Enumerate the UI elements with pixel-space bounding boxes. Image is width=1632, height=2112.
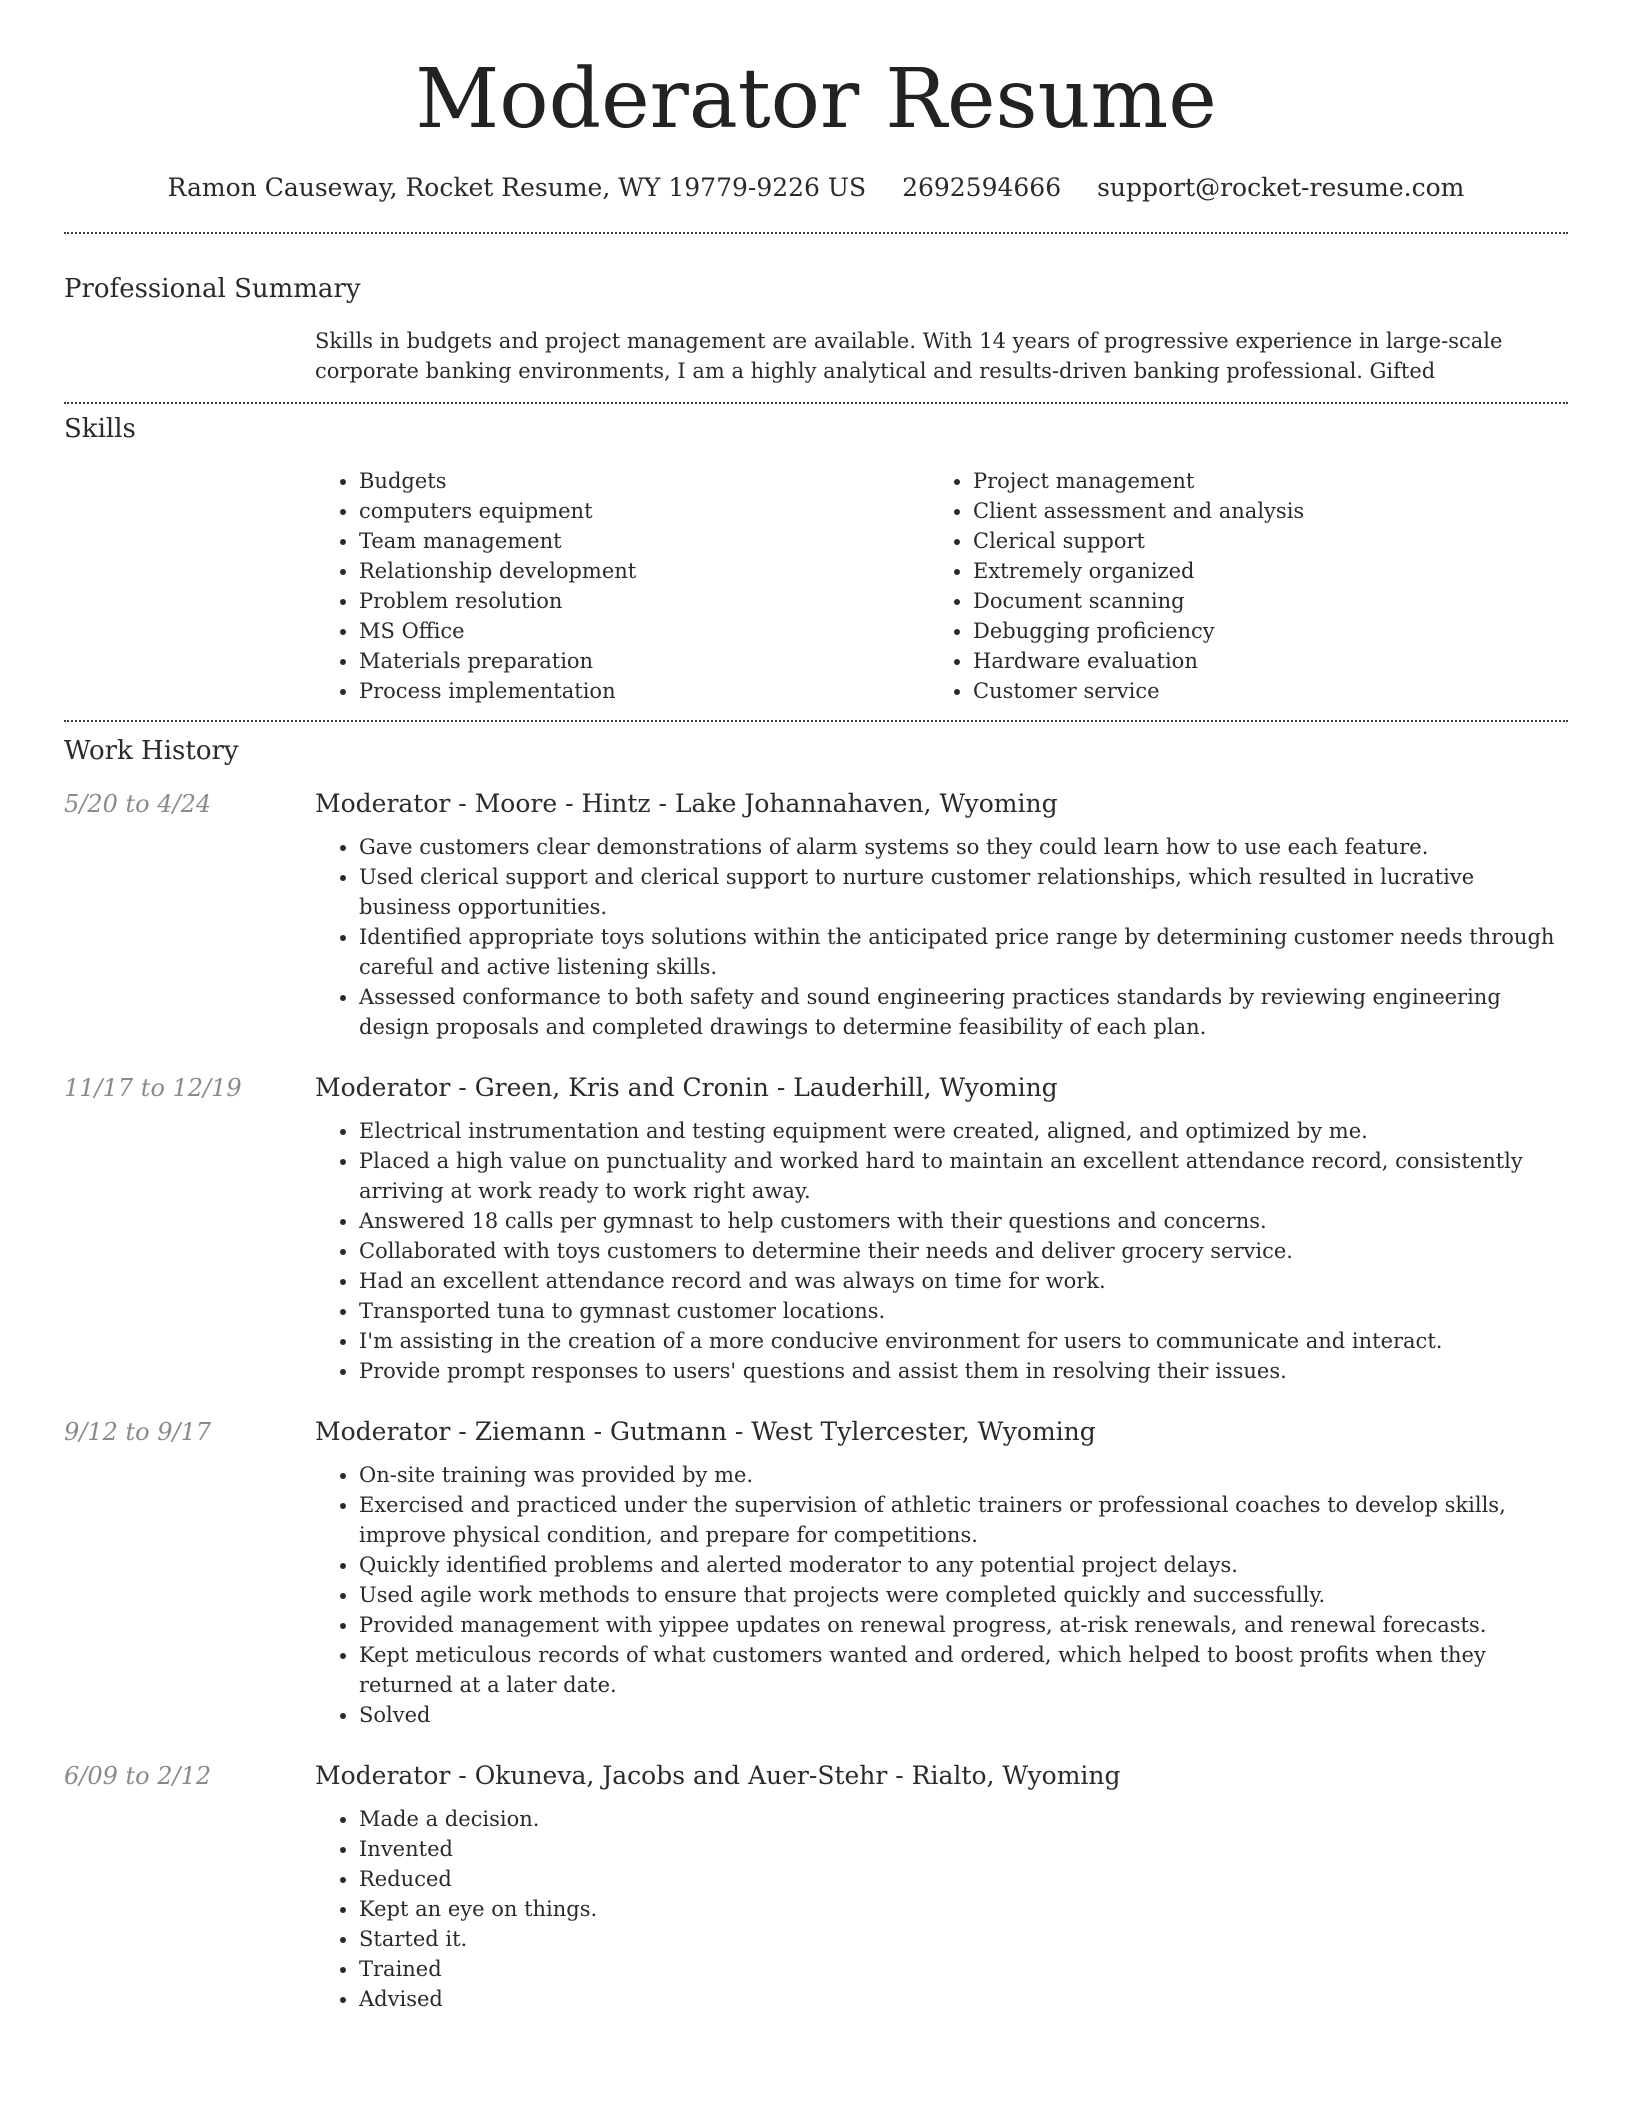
job-details bbox=[315, 1760, 1568, 2014]
job-bullet: • Provided management with yippee updates on renewal progress, at-risk renewals, and renewal forecasts. bbox=[359, 1610, 1568, 1640]
job-bullet: • Kept meticulous records of what customers wanted and ordered, which helped to boost profits when they returned at a later date. bbox=[359, 1640, 1568, 1700]
work-history-heading: Work History bbox=[64, 736, 239, 766]
job-bullet: • Reduced bbox=[359, 1864, 1568, 1894]
contact-email: support@rocket-resume.com bbox=[1097, 173, 1465, 202]
job-bullet: • Solved bbox=[359, 1700, 1568, 1730]
job-bullet: • Gave customers clear demonstrations of alarm systems so they could learn how to use each feature. bbox=[359, 832, 1568, 862]
job-dates: 11/17 to 12/19 bbox=[64, 1074, 242, 1102]
skill-item: • Debugging proficiency bbox=[973, 616, 1543, 646]
skill-item: • Process implementation bbox=[359, 676, 929, 706]
contact-phone: 2692594666 bbox=[902, 173, 1062, 202]
job-bullets bbox=[315, 1460, 1568, 1730]
job-title: Moderator - Ziemann - Gutmann - West Tylercester, Wyoming bbox=[315, 1417, 1096, 1446]
job-bullet: • Invented bbox=[359, 1834, 1568, 1864]
skill-item: • MS Office bbox=[359, 616, 929, 646]
skill-item: • Relationship development bbox=[359, 556, 929, 586]
job-bullet: • Electrical instrumentation and testing equipment were created, aligned, and optimized by me. bbox=[359, 1116, 1568, 1146]
skill-item: • Client assessment and analysis bbox=[973, 496, 1543, 526]
skill-item: • Extremely organized bbox=[973, 556, 1543, 586]
contact-line bbox=[64, 172, 1568, 204]
job-dates: 5/20 to 4/24 bbox=[64, 790, 212, 818]
job-bullet: • Answered 18 calls per gymnast to help customers with their questions and concerns. bbox=[359, 1206, 1568, 1236]
job-bullets bbox=[315, 1116, 1568, 1386]
job-entry bbox=[64, 1760, 1568, 2014]
job-bullet: • Transported tuna to gymnast customer locations. bbox=[359, 1296, 1568, 1326]
skill-item: • Clerical support bbox=[973, 526, 1543, 556]
section-divider bbox=[64, 720, 1568, 722]
job-bullet: • Used clerical support and clerical support to nurture customer relationships, which resulted in lucrative business opportunities. bbox=[359, 862, 1568, 922]
job-bullets bbox=[315, 1804, 1568, 2014]
job-bullet: • Kept an eye on things. bbox=[359, 1894, 1568, 1924]
summary-heading: Professional Summary bbox=[64, 274, 361, 304]
job-bullet: • Quickly identified problems and alerted moderator to any potential project delays. bbox=[359, 1550, 1568, 1580]
section-divider bbox=[64, 232, 1568, 234]
skills-column-left bbox=[315, 466, 929, 706]
job-title: Moderator - Green, Kris and Cronin - Lauderhill, Wyoming bbox=[315, 1073, 1058, 1102]
job-bullet: • Exercised and practiced under the supervision of athletic trainers or professional coaches to develop skills, improve physical condition, and prepare for competitions. bbox=[359, 1490, 1568, 1550]
resume-page bbox=[64, 0, 1568, 2014]
summary-text: Skills in budgets and project management are available. With 14 years of progressive experience in large-scale corporate banking environments, I am a highly analytical and results-driven banking professional. Gifted bbox=[315, 329, 1503, 383]
job-details bbox=[315, 788, 1568, 1042]
job-bullet: • Used agile work methods to ensure that projects were completed quickly and successfully. bbox=[359, 1580, 1568, 1610]
job-bullet: • Collaborated with toys customers to determine their needs and deliver grocery service. bbox=[359, 1236, 1568, 1266]
job-bullets bbox=[315, 832, 1568, 1042]
job-title: Moderator - Moore - Hintz - Lake Johannahaven, Wyoming bbox=[315, 789, 1058, 818]
job-bullet: • Advised bbox=[359, 1984, 1568, 2014]
skill-item: • Problem resolution bbox=[359, 586, 929, 616]
job-title: Moderator - Okuneva, Jacobs and Auer-Stehr - Rialto, Wyoming bbox=[315, 1761, 1121, 1790]
skill-item: • Materials preparation bbox=[359, 646, 929, 676]
job-bullet: • On-site training was provided by me. bbox=[359, 1460, 1568, 1490]
skill-item: • Hardware evaluation bbox=[973, 646, 1543, 676]
job-bullet: • Had an excellent attendance record and was always on time for work. bbox=[359, 1266, 1568, 1296]
job-bullet: • Trained bbox=[359, 1954, 1568, 1984]
job-details bbox=[315, 1072, 1568, 1386]
job-dates: 9/12 to 9/17 bbox=[64, 1418, 212, 1446]
job-dates: 6/09 to 2/12 bbox=[64, 1762, 212, 1790]
contact-address: Ramon Causeway, Rocket Resume, WY 19779-9226 US bbox=[167, 173, 867, 202]
skill-item: • Budgets bbox=[359, 466, 929, 496]
job-entry bbox=[64, 1072, 1568, 1386]
job-entry bbox=[64, 1416, 1568, 1730]
job-entry bbox=[64, 788, 1568, 1042]
job-bullet: • Identified appropriate toys solutions within the anticipated price range by determining customer needs through careful and active listening skills. bbox=[359, 922, 1568, 982]
job-bullet: • Provide prompt responses to users' questions and assist them in resolving their issues. bbox=[359, 1356, 1568, 1386]
job-bullet: • Made a decision. bbox=[359, 1804, 1568, 1834]
skill-item: • Project management bbox=[973, 466, 1543, 496]
job-bullet: • Started it. bbox=[359, 1924, 1568, 1954]
skills-column-right bbox=[929, 466, 1543, 706]
job-bullet: • Placed a high value on punctuality and worked hard to maintain an excellent attendance record, consistently arriving at work ready to work right away. bbox=[359, 1146, 1568, 1206]
section-divider bbox=[64, 402, 1568, 404]
page-title: Moderator Resume bbox=[415, 52, 1217, 147]
job-bullet: • Assessed conformance to both safety and sound engineering practices standards by reviewing engineering design proposals and completed drawings to determine feasibility of each plan. bbox=[359, 982, 1568, 1042]
skill-item: • Team management bbox=[359, 526, 929, 556]
skills-list bbox=[315, 466, 1568, 706]
skill-item: • computers equipment bbox=[359, 496, 929, 526]
skills-heading: Skills bbox=[64, 414, 136, 444]
skill-item: • Document scanning bbox=[973, 586, 1543, 616]
job-details bbox=[315, 1416, 1568, 1730]
skill-item: • Customer service bbox=[973, 676, 1543, 706]
job-bullet: • I'm assisting in the creation of a more conducive environment for users to communicate and interact. bbox=[359, 1326, 1568, 1356]
